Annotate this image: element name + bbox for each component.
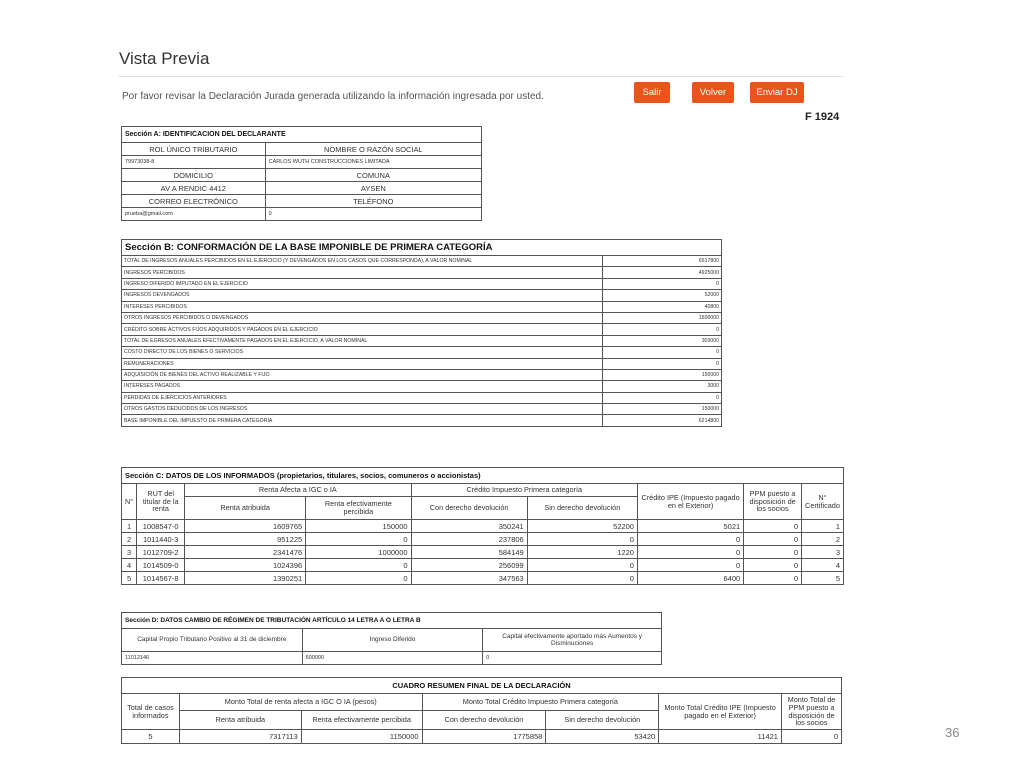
base-row-label: INTERESES PERCIBIDOS	[122, 301, 603, 312]
base-row-label: ADQUISICIÓN DE BIENES DEL ACTIVO REALIZABLE Y FIJO	[122, 369, 603, 380]
row-ppm: 0	[744, 572, 802, 585]
base-row-value: 40800	[603, 301, 722, 312]
base-row	[122, 392, 722, 403]
section-c-title: Sección C: DATOS DE LOS INFORMADOS (propietarios, titulares, socios, comuneros o accionistas)	[122, 468, 844, 484]
base-row-label: INGRESO DIFERIDO IMPUTADO EN EL EJERCICIO	[122, 278, 603, 289]
informado-row	[122, 546, 844, 559]
col-ppm: PPM puesto a disposición de los socios	[744, 484, 802, 520]
sum-col-atrib: Renta atribuida	[179, 711, 301, 730]
base-row-label: COSTO DIRECTO DE LOS BIENES O SERVICIOS	[122, 347, 603, 358]
col-cert: N° Certificado	[802, 484, 844, 520]
informado-row	[122, 559, 844, 572]
base-row-value: 0	[603, 278, 722, 289]
sum-percib: 1150000	[301, 730, 422, 744]
row-cert: 4	[802, 559, 844, 572]
row-percib: 0	[306, 559, 411, 572]
row-ppm: 0	[744, 533, 802, 546]
row-sin: 52200	[527, 520, 637, 533]
section-b-title: Sección B: CONFORMACIÓN DE LA BASE IMPONIBLE DE PRIMERA CATEGORÍA	[122, 240, 722, 256]
domicilio-value: AV A RENDIC 4412	[122, 182, 266, 195]
volver-button[interactable]: Volver	[692, 82, 734, 103]
name-label: NOMBRE O RAZÓN SOCIAL	[265, 143, 481, 156]
base-row-value: 303000	[603, 335, 722, 346]
col-n: N°	[122, 484, 137, 520]
base-row-label: INTERESES PAGADOS	[122, 381, 603, 392]
base-row	[122, 381, 722, 392]
enviar-dj-button[interactable]: Enviar DJ	[750, 82, 804, 103]
sum-col-percib: Renta efectivamente percibida	[301, 711, 422, 730]
phone-label: TELÉFONO	[265, 195, 481, 208]
base-row-value: 3000	[603, 381, 722, 392]
row-atrib: 1024396	[185, 559, 306, 572]
row-sin: 0	[527, 559, 637, 572]
row-rut: 1014567-8	[137, 572, 185, 585]
title-divider	[118, 76, 844, 77]
sum-col-con: Con derecho devolución	[422, 711, 546, 730]
base-row-value: 150000	[603, 404, 722, 415]
base-row-value: 1500000	[603, 312, 722, 323]
salir-button[interactable]: Salir	[634, 82, 670, 103]
base-row-label: BASE IMPONIBLE DEL IMPUESTO DE PRIMERA CATEGORÍA	[122, 415, 603, 426]
row-con: 256099	[411, 559, 527, 572]
row-rut: 1012709-2	[137, 546, 185, 559]
base-row-value: 0	[603, 358, 722, 369]
sum-col-credito-group: Monto Total Crédito Impuesto Primera categoría	[422, 694, 659, 711]
base-row	[122, 256, 722, 267]
col-ipe: Crédito IPE (Impuesto pagado en el Exterior)	[637, 484, 743, 520]
capital-aportado-label: Capital efectivamente aportado más Aumentos y Disminuciones	[483, 629, 662, 652]
col-rut: RUT del titular de la renta	[137, 484, 185, 520]
summary-title: CUADRO RESUMEN FINAL DE LA DECLARACIÓN	[122, 678, 842, 694]
base-row-value: 0	[603, 324, 722, 335]
row-con: 237806	[411, 533, 527, 546]
email-label: CORREO ELECTRÓNICO	[122, 195, 266, 208]
base-row-label: TOTAL DE EGRESOS ANUALES EFECTIVAMENTE PAGADOS EN EL EJERCICIO, A VALOR NOMINAL	[122, 335, 603, 346]
base-row	[122, 324, 722, 335]
row-cert: 1	[802, 520, 844, 533]
row-ppm: 0	[744, 520, 802, 533]
row-n: 4	[122, 559, 137, 572]
base-row	[122, 358, 722, 369]
row-ppm: 0	[744, 546, 802, 559]
sum-sin: 53420	[546, 730, 659, 744]
base-row	[122, 415, 722, 426]
row-percib: 150000	[306, 520, 411, 533]
row-sin: 1220	[527, 546, 637, 559]
email-value: prueba@gmail.com	[122, 208, 266, 221]
base-row	[122, 312, 722, 323]
base-row	[122, 301, 722, 312]
base-row-label: CRÉDITO SOBRE ACTIVOS FIJOS ADQUIRIDOS Y PAGADOS EN EL EJERCICIO	[122, 324, 603, 335]
row-con: 350241	[411, 520, 527, 533]
row-percib: 1000000	[306, 546, 411, 559]
base-row-label: PÉRDIDAS DE EJERCICIOS ANTERIORES	[122, 392, 603, 403]
base-row	[122, 267, 722, 278]
row-rut: 1011440-3	[137, 533, 185, 546]
base-row-label: REMUNERACIONES	[122, 358, 603, 369]
section-a-table	[121, 126, 482, 221]
capital-propio-label: Capital Propio Tributario Positivo al 31 de diciembre	[122, 629, 303, 652]
capital-propio-value: 11012146	[122, 652, 303, 665]
row-ppm: 0	[744, 559, 802, 572]
sum-ipe: 11421	[659, 730, 782, 744]
informado-row	[122, 572, 844, 585]
row-atrib: 1609765	[185, 520, 306, 533]
sum-col-renta-group: Monto Total de renta afecta a IGC O IA (pesos)	[179, 694, 422, 711]
row-n: 1	[122, 520, 137, 533]
row-percib: 0	[306, 572, 411, 585]
informado-row	[122, 520, 844, 533]
row-ipe: 6400	[637, 572, 743, 585]
col-sin-devolucion: Sin derecho devolución	[527, 497, 637, 520]
rut-value: 79973038-8	[122, 156, 266, 169]
section-d-table	[121, 612, 662, 665]
row-rut: 1008547-0	[137, 520, 185, 533]
base-row-value: 6214800	[603, 415, 722, 426]
rut-label: ROL ÚNICO TRIBUTARIO	[122, 143, 266, 156]
col-renta-percibida: Renta efectivamente percibida	[306, 497, 411, 520]
base-row	[122, 369, 722, 380]
row-atrib: 2341476	[185, 546, 306, 559]
section-a-title: Sección A: IDENTIFICACION DEL DECLARANTE	[122, 127, 482, 143]
row-n: 3	[122, 546, 137, 559]
slide-number: 36	[945, 725, 960, 740]
instruction-text: Por favor revisar la Declaración Jurada generada utilizando la información ingresada por usted.	[122, 91, 544, 102]
form-code: F 1924	[805, 111, 840, 123]
sum-col-ppm: Monto Total de PPM puesto a disposición de los socios	[781, 694, 841, 730]
ingreso-diferido-value: 500000	[302, 652, 483, 665]
base-row-label: OTROS INGRESOS PERCIBIDOS O DEVENGADOS	[122, 312, 603, 323]
summary-row	[122, 730, 842, 744]
row-ipe: 5021	[637, 520, 743, 533]
sum-col-total: Total de casos informados	[122, 694, 180, 730]
row-cert: 5	[802, 572, 844, 585]
sum-atrib: 7317113	[179, 730, 301, 744]
base-row-value: 6517800	[603, 256, 722, 267]
sum-col-sin: Sin derecho devolución	[546, 711, 659, 730]
row-n: 5	[122, 572, 137, 585]
row-sin: 0	[527, 572, 637, 585]
capital-aportado-value: 0	[483, 652, 662, 665]
name-value: CARLOS WUTH CONSTRUCCIONES LIMITADA	[265, 156, 481, 169]
base-row	[122, 347, 722, 358]
base-row-label: INGRESOS DEVENGADOS	[122, 290, 603, 301]
row-ipe: 0	[637, 533, 743, 546]
phone-value: 0	[265, 208, 481, 221]
col-renta-atribuida: Renta atribuida	[185, 497, 306, 520]
comuna-value: AYSEN	[265, 182, 481, 195]
col-renta-group: Renta Afecta a IGC o IA	[185, 484, 411, 497]
base-row	[122, 404, 722, 415]
row-ipe: 0	[637, 559, 743, 572]
base-row-value: 52000	[603, 290, 722, 301]
domicilio-label: DOMICILIO	[122, 169, 266, 182]
base-row-value: 0	[603, 347, 722, 358]
base-row-value: 0	[603, 392, 722, 403]
row-cert: 3	[802, 546, 844, 559]
page-title: Vista Previa	[119, 49, 210, 68]
base-row-value: 150000	[603, 369, 722, 380]
row-ipe: 0	[637, 546, 743, 559]
section-b-table	[121, 239, 722, 427]
row-con: 347563	[411, 572, 527, 585]
col-credito-group: Crédito Impuesto Primera categoría	[411, 484, 637, 497]
col-con-devolucion: Con derecho devolución	[411, 497, 527, 520]
ingreso-diferido-label: Ingreso Diferido	[302, 629, 483, 652]
row-rut: 1014509-0	[137, 559, 185, 572]
base-row-label: INGRESOS PERCIBIDOS	[122, 267, 603, 278]
informado-row	[122, 533, 844, 546]
sum-ppm: 0	[781, 730, 841, 744]
base-row	[122, 335, 722, 346]
row-n: 2	[122, 533, 137, 546]
sum-total: 5	[122, 730, 180, 744]
base-row-label: OTROS GASTOS DEDUCIDOS DE LOS INGRESOS	[122, 404, 603, 415]
row-percib: 0	[306, 533, 411, 546]
sum-con: 1775858	[422, 730, 546, 744]
summary-table	[121, 677, 842, 744]
row-cert: 2	[802, 533, 844, 546]
row-sin: 0	[527, 533, 637, 546]
base-row	[122, 278, 722, 289]
base-row-label: TOTAL DE INGRESOS ANUALES PERCIBIDOS EN EL EJERCICIO (Y DEVENGADOS EN LOS CASOS QUE CORRESPONDA), A VALOR NOMINAL	[122, 256, 603, 267]
base-row-value: 4925000	[603, 267, 722, 278]
section-d-title: Sección D: DATOS CAMBIO DE RÉGIMEN DE TRIBUTACIÓN ARTÍCULO 14 LETRA A O LETRA B	[122, 613, 662, 629]
row-atrib: 1390251	[185, 572, 306, 585]
sum-col-ipe: Monto Total Crédito IPE (Impuesto pagado en el Exterior)	[659, 694, 782, 730]
row-atrib: 951225	[185, 533, 306, 546]
base-row	[122, 290, 722, 301]
section-c-table	[121, 467, 844, 585]
comuna-label: COMUNA	[265, 169, 481, 182]
row-con: 584149	[411, 546, 527, 559]
